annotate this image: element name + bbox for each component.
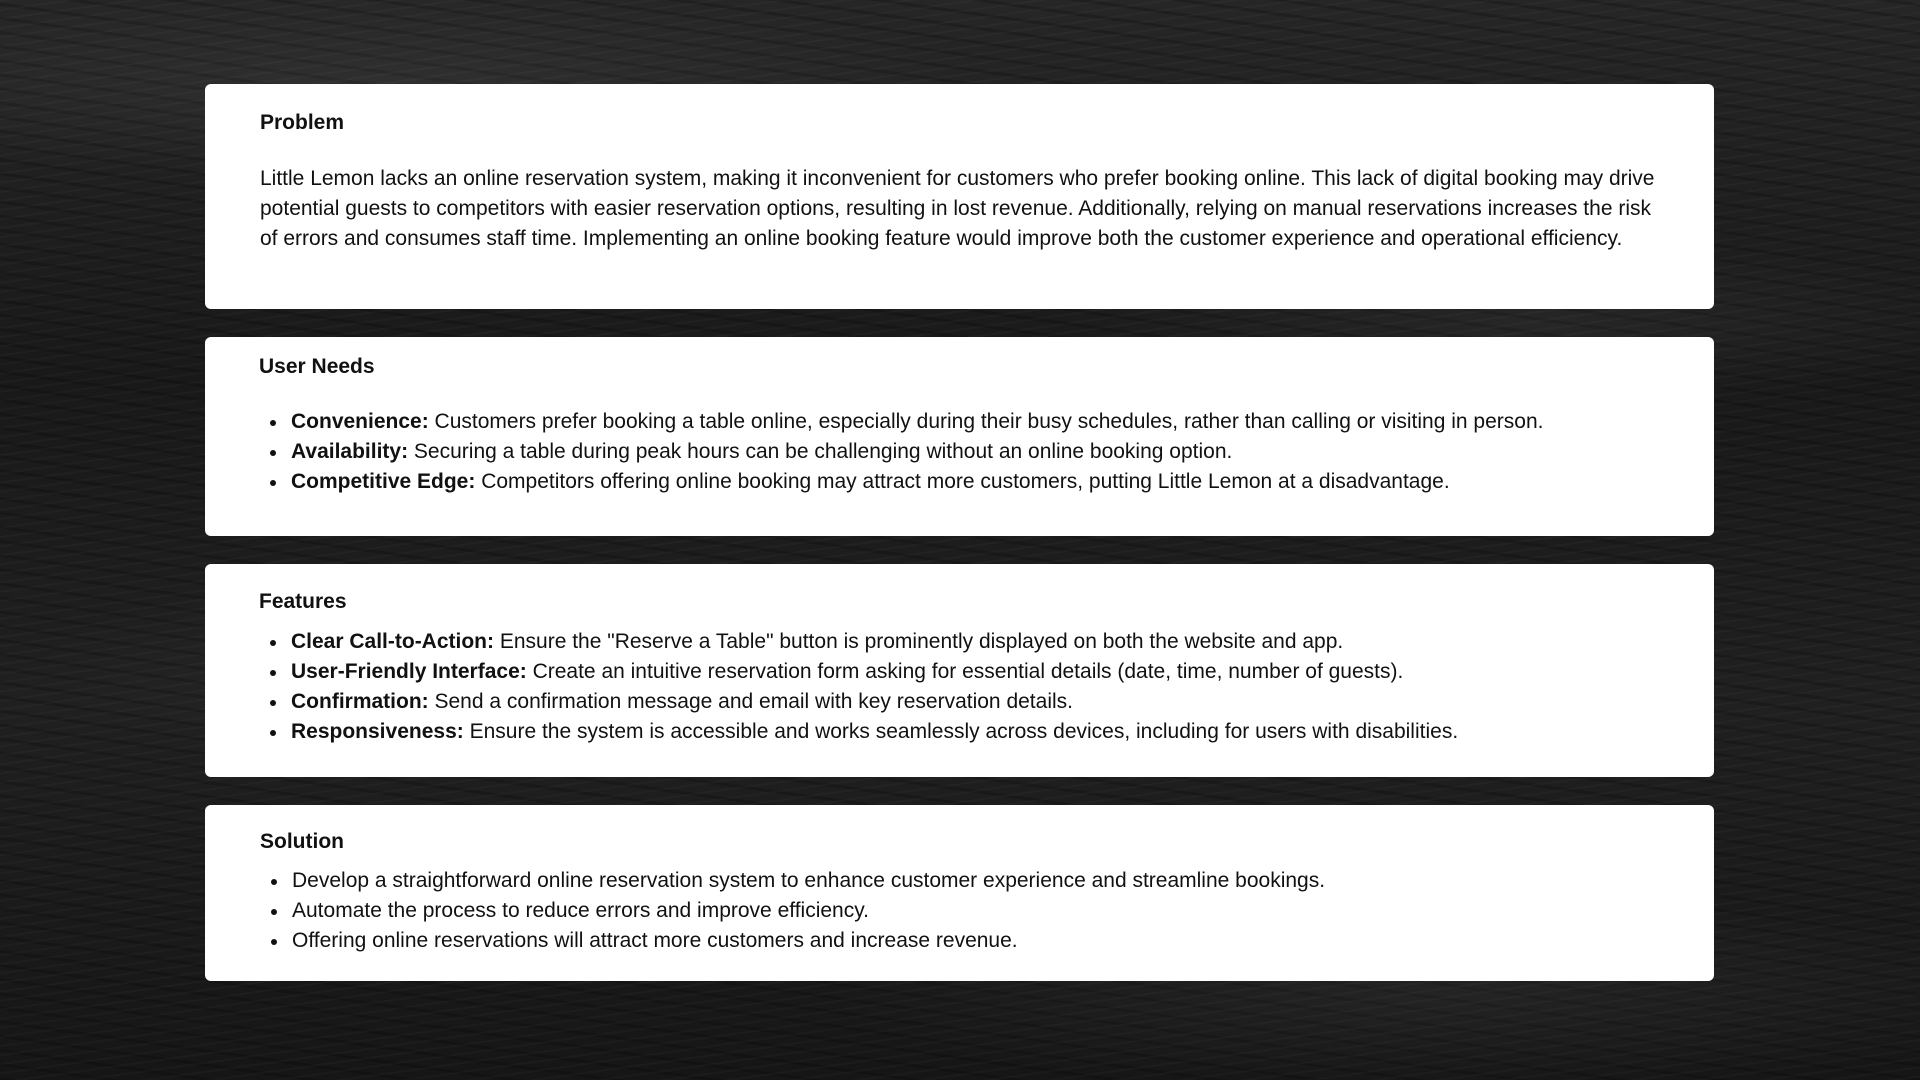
problem-text: Little Lemon lacks an online reservation system, making it inconvenient for customers who prefer booking online. This lack of digital booking may drive potential guests to competitors with easier reservation options, resulting in lost revenue. Additionally, relying on manual reservations increases the risk of errors and consumes staff time. Implementing an online booking feature would improve both the customer experience and operational efficiency. xyxy=(260,167,1655,250)
item-label: Availability: xyxy=(291,440,409,463)
item-text: Ensure the "Reserve a Table" button is prominently displayed on both the website and app. xyxy=(494,630,1344,653)
list-item xyxy=(291,657,1684,687)
item-label: User-Friendly Interface: xyxy=(291,660,527,683)
item-text: Offering online reservations will attract more customers and increase revenue. xyxy=(292,929,1018,952)
item-text: Send a confirmation message and email with key reservation details. xyxy=(428,690,1073,713)
item-label: Convenience: xyxy=(291,410,429,433)
solution-list xyxy=(292,866,1684,956)
item-label: Competitive Edge: xyxy=(291,470,476,493)
item-text: Create an intuitive reservation form asking for essential details (date, time, number of guests). xyxy=(526,660,1404,683)
list-item xyxy=(292,866,1684,896)
item-text: Customers prefer booking a table online, especially during their busy schedules, rather than calling or visiting in person. xyxy=(428,410,1544,433)
list-item xyxy=(291,687,1684,717)
features-title: Features xyxy=(259,590,347,613)
item-text: Securing a table during peak hours can be challenging without an online booking option. xyxy=(408,440,1233,463)
item-text: Automate the process to reduce errors and improve efficiency. xyxy=(292,899,870,922)
list-item xyxy=(291,407,1684,437)
list-item xyxy=(291,627,1684,657)
item-label: Responsiveness: xyxy=(291,720,464,743)
list-item xyxy=(292,926,1684,956)
features-card xyxy=(205,564,1714,777)
item-label: Clear Call-to-Action: xyxy=(291,630,495,653)
item-text: Competitors offering online booking may attract more customers, putting Little Lemon at a disadvantage. xyxy=(475,470,1450,493)
user-needs-list xyxy=(291,407,1684,497)
features-list xyxy=(291,627,1684,747)
item-label: Confirmation: xyxy=(291,690,429,713)
list-item xyxy=(291,467,1684,497)
item-text: Ensure the system is accessible and works seamlessly across devices, including for users with disabilities. xyxy=(463,720,1459,743)
problem-title: Problem xyxy=(260,111,345,134)
user-needs-title: User Needs xyxy=(259,355,375,378)
problem-card xyxy=(205,84,1714,309)
item-text: Develop a straightforward online reservation system to enhance customer experience and streamline bookings. xyxy=(292,869,1326,892)
solution-card xyxy=(205,805,1714,981)
user-needs-card xyxy=(205,337,1714,536)
list-item xyxy=(292,896,1684,926)
list-item xyxy=(291,717,1684,747)
solution-title: Solution xyxy=(260,830,344,853)
list-item xyxy=(291,437,1684,467)
